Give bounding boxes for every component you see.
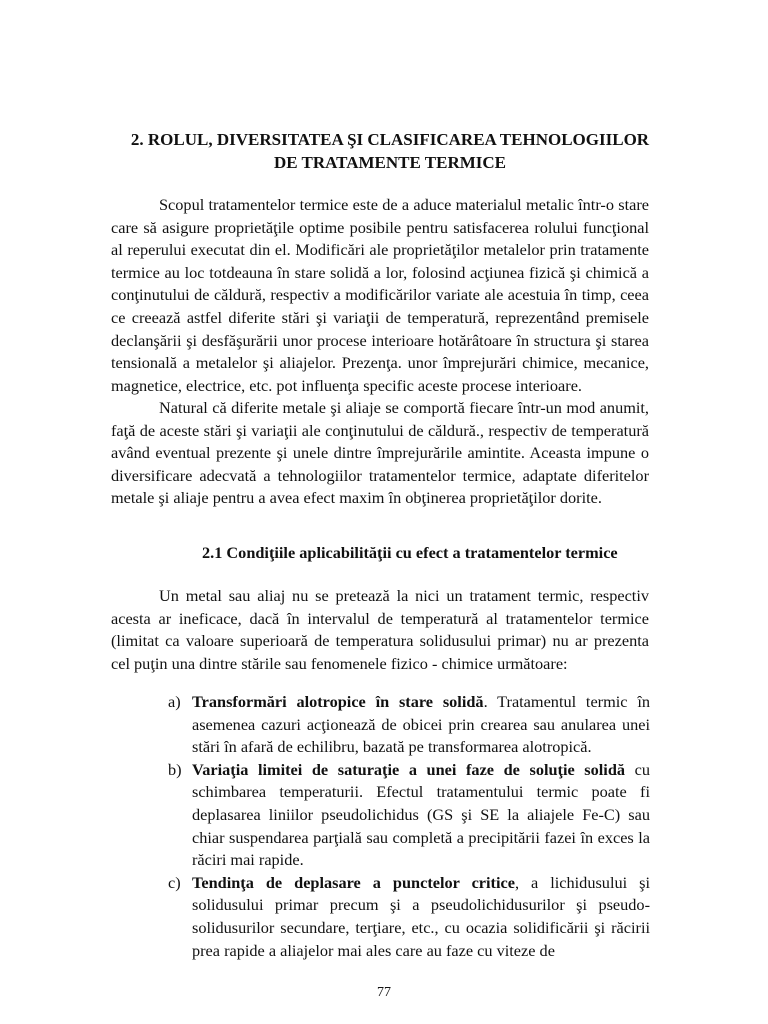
list-item-bold-term: Tendinţa de deplasare a punctelor critice xyxy=(192,872,515,892)
list-item-text: cu schimbarea temperaturii. Efectul tratamentului termic poate fi deplasarea liniilor pseudolichidus (GS şi SE la aliajele Fe-C) sau chiar suspendarea parţială sau completă a precipitării fazei în exces la răciri mai rapide. xyxy=(192,759,650,870)
list-item-bold-term: Transformări alotropice în stare solidă xyxy=(192,692,484,711)
chapter-title xyxy=(100,128,680,174)
list-item-bold-term: Variaţia limitei de saturaţie a unei faze de soluţie solidă xyxy=(192,759,626,779)
list-item-text: , a lichidusului şi solidusului primar precum şi a pseudolichidusurilor şi pseudo-solidusurilor secundare, terţiare, etc., cu ocazia solidificării şi răcirii prea rapide a aliajelor mai ales care au faze cu viteze de xyxy=(192,872,650,960)
list-item xyxy=(168,691,650,759)
list-item xyxy=(168,759,650,872)
conditions-list xyxy=(168,691,650,962)
paragraph-1: Scopul tratamentelor termice este de a aduce materialul metalic într-o stare care să asigure proprietăţile optime posibile pentru satisfacerea rolului funcţional al reperului executat din el. Modificări ale proprietăţilor metalelor prin tratamente termice au loc totdeauna în stare solidă a lor, folosind acţiunea fizică şi chimică a conţinutului de căldură, respectiv a modificărilor variate ale acestuia în timp, ceea ce creează astfel diferite stări şi variaţii de temperatură, reprezentând premisele declanşării şi desfăşurării unor procese interioare hotărâtoare în structura şi starea tensională a metalelor şi aliajelor. Prezenţa. unor împrejurări chimice, mecanice, magnetice, electrice, etc. pot influenţa specific aceste procese interioare. xyxy=(111,195,649,395)
list-marker: b) xyxy=(168,759,182,779)
page-number: 77 xyxy=(377,985,391,1000)
list-item xyxy=(168,872,650,962)
list-marker: c) xyxy=(168,872,181,892)
section-heading: 2.1 Condiţiile aplicabilităţii cu efect a tratamentelor termice xyxy=(202,543,618,562)
paragraph-3: Un metal sau aliaj nu se pretează la nici un tratament termic, respectiv acesta ar ineficace, dacă în intervalul de temperatură al tratamentelor termice (limitat ca valoare superioară de temperatura solidusului primar) nu ar prezenta cel puţin una dintre stările sau fenomenele fizico - chimice următoare: xyxy=(111,586,649,673)
chapter-title-line-1: 2. ROLUL, DIVERSITATEA ŞI CLASIFICAREA TEHNOLOGIILOR xyxy=(130,130,650,149)
list-item-text: . Tratamentul termic în asemenea cazuri acţionează de obicei prin crearea sau anularea unei stări în afară de echilibru, bazată pe transformarea alotropică. xyxy=(192,692,650,757)
chapter-title-line-2: DE TRATAMENTE TERMICE xyxy=(273,153,507,172)
paragraph-2: Natural că diferite metale şi aliaje se comportă fiecare într-un mod anumit, faţă de aceste stări şi variaţii ale conţinutului de căldură., respectiv de temperatură având eventual prezente şi unele dintre împrejurările amintite. Aceasta impune o diversificare adecvată a tehnologiilor tratamentelor termice, adaptate diferitelor metale şi aliaje pentru a avea efect maxim în obţinerea proprietăţilor dorite. xyxy=(111,398,649,508)
list-marker: a) xyxy=(168,692,181,711)
